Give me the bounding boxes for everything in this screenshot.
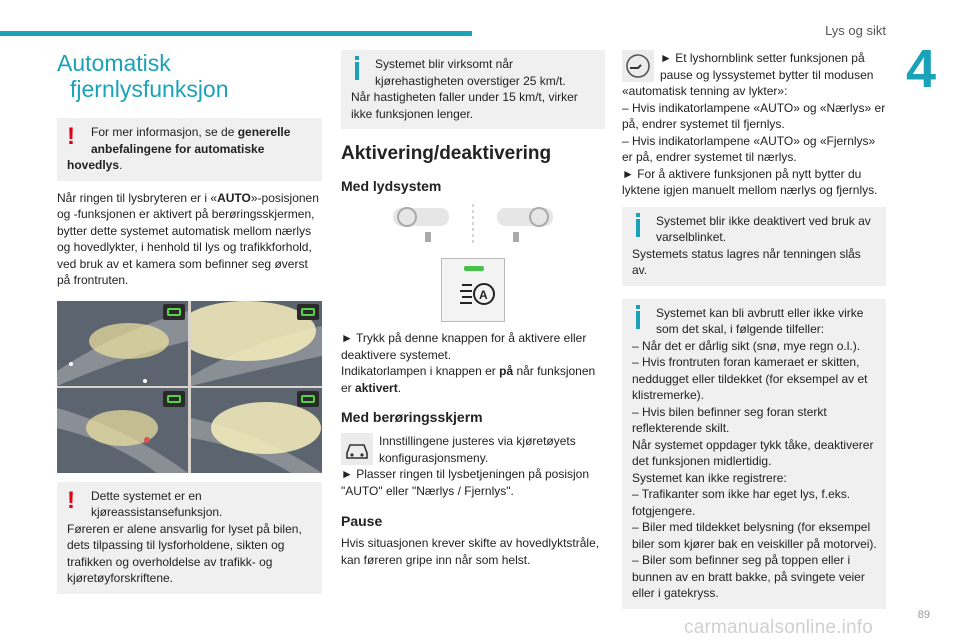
headlight-flash-icon bbox=[622, 50, 654, 82]
touchscreen-instructions bbox=[341, 433, 605, 499]
list-item: – Trafikanter som ikke har eget lys, f.eks. fotgjengere. bbox=[632, 487, 851, 518]
info1-rest: Når hastigheten faller under 15 km/t, virker ikke funksjonen lenger. bbox=[351, 90, 578, 121]
list-item: – Hvis bilen befinner seg foran sterkt reflekterende skilt. bbox=[632, 404, 827, 435]
info-icon bbox=[351, 56, 363, 82]
info-box-speed bbox=[341, 50, 605, 129]
touchscreen-line2: konfigurasjonsmeny. bbox=[379, 450, 489, 465]
list-item: – Hvis frontruten foran kameraet er skitten, neddugget eller tildekket (for eksempel av et klistremerke). bbox=[632, 355, 868, 402]
warning2-line1: Dette systemet er en bbox=[91, 488, 202, 503]
flash-reactivate: ► For å aktivere funksjonen på nytt bytter du lyktene igjen manuelt mellom nærlys og fjernlys. bbox=[622, 166, 878, 197]
low-beam-indicator-2-icon bbox=[163, 391, 185, 407]
intro-a: Når ringen til lysbryteren er i « bbox=[57, 190, 218, 205]
info-icon-2 bbox=[632, 213, 644, 239]
flash-line2: pause og lyssystemet bytter til modusen bbox=[660, 67, 874, 82]
warning-exclamation-icon: ! bbox=[67, 123, 75, 150]
list-item: – Biler som befinner seg på toppen eller i bunnen av en bratt bakke, på svingete veier eller i gatekryss. bbox=[632, 553, 865, 600]
intro-c: »-posisjonen og -funksjonen er aktivert på berøringsskjermen, bytter dette systemet automatisk mellom nærlys og hovedlykter, i henhold til lys og trafikkforhold, ved bruk av et kamera som befinner seg øverst på frontruten. bbox=[57, 190, 319, 287]
flash-rest: «automatisk tenning av lykter»: bbox=[622, 84, 788, 98]
illustration-clear-road bbox=[191, 388, 322, 473]
page-number: 89 bbox=[917, 609, 930, 621]
illustration-low-beam bbox=[57, 301, 188, 386]
column-1 bbox=[57, 50, 322, 594]
indicator-led bbox=[464, 266, 484, 271]
illustration-high-beam bbox=[191, 301, 322, 386]
heading-activation: Aktivering/deaktivering bbox=[341, 143, 552, 164]
flash-description bbox=[622, 50, 886, 100]
warning1-tail: . bbox=[119, 158, 123, 172]
touchscreen-line1: Innstillingene justeres via kjøretøyets bbox=[379, 434, 576, 448]
watermark: carmanualsonline.info bbox=[684, 617, 874, 638]
heading-touchscreen: Med berøringsskjerm bbox=[341, 409, 483, 425]
list-item: – Biler med tildekket belysning (for eksempel biler som kjører bak en veiskiller på motorvei). bbox=[632, 520, 877, 551]
chapter-number: 4 bbox=[906, 39, 937, 99]
warning-exclamation-2-icon: ! bbox=[67, 486, 75, 514]
headlight-illustration bbox=[57, 301, 322, 473]
intro-auto: AUTO bbox=[217, 190, 251, 205]
auto-highbeam-icon bbox=[456, 281, 496, 311]
high-beam-indicator-2-icon bbox=[297, 391, 319, 407]
info1-line1: Systemet blir virksomt når bbox=[375, 57, 514, 71]
warning1-lead: For mer informasjon, se de bbox=[91, 125, 238, 139]
section-title-line1: Automatisk bbox=[57, 50, 171, 76]
info3-line2: som det skal, i følgende tilfeller: bbox=[656, 322, 825, 336]
info-icon-3 bbox=[632, 305, 644, 331]
info3-line1: Systemet kan bli avbrutt eller ikke virke bbox=[656, 305, 864, 320]
info1-line2: kjørehastigheten overstiger 25 km/t. bbox=[375, 73, 566, 88]
car-settings-icon bbox=[341, 433, 373, 465]
list-item: – Når det er dårlig sikt (snø, mye regn o.l.). bbox=[632, 338, 861, 353]
svg-text:A: A bbox=[479, 288, 488, 302]
indicator-description: Indikatorlampen i knappen er på når funksjonen er aktivert. bbox=[341, 364, 596, 395]
info2-line2: varselblinket. bbox=[656, 230, 727, 244]
header-accent-bar bbox=[0, 31, 472, 36]
car-settings-tile bbox=[341, 433, 373, 465]
intro-paragraph bbox=[57, 190, 322, 289]
high-beam-indicator-icon bbox=[297, 304, 319, 320]
warning-box-driver bbox=[57, 482, 322, 594]
low-beam-indicator-icon bbox=[163, 304, 185, 320]
flash-case-1: – Hvis indikatorlampene «AUTO» og «Nærlys» er på, endrer systemet til fjernlys. bbox=[622, 100, 886, 131]
warning1-bold1[interactable]: generelle bbox=[237, 125, 291, 139]
warning1-bold3[interactable]: hovedlys bbox=[67, 158, 120, 172]
steering-wheel-icon bbox=[341, 204, 605, 250]
warning1-bold2[interactable]: anbefalingene for automatiske bbox=[91, 141, 265, 156]
auto-highbeam-button[interactable] bbox=[441, 258, 505, 322]
column-2 bbox=[341, 50, 605, 568]
info-box-limitations bbox=[622, 299, 886, 609]
flash-case-2: – Hvis indikatorlampene «AUTO» og «Fjernlys» er på, endrer systemet til nærlys. bbox=[622, 133, 876, 164]
heading-audio: Med lydsystem bbox=[341, 178, 442, 194]
info-box-hazard bbox=[622, 207, 886, 286]
headlight-flash-tile bbox=[622, 50, 654, 82]
warning2-line2: kjøreassistansefunksjon. bbox=[91, 505, 223, 519]
info2-line1: Systemet blir ikke deaktivert ved bruk av bbox=[656, 213, 871, 228]
list-item: Når systemet oppdager tykk tåke, deaktiverer det funksjonen midlertidig. bbox=[632, 437, 874, 468]
warning-box-general bbox=[57, 118, 322, 181]
audio-instructions: ► Trykk på denne knappen for å aktivere eller deaktivere systemet. bbox=[341, 331, 587, 362]
list-item: Systemet kan ikke registrere: bbox=[632, 470, 787, 485]
illustration-oncoming bbox=[57, 388, 188, 473]
pause-text: Hvis situasjonen krever skifte av hovedlyktstråle, kan føreren gripe inn når som helst. bbox=[341, 536, 600, 567]
touchscreen-rest: ► Plasser ringen til lysbetjeningen på posisjon "AUTO" eller "Nærlys / Fjernlys". bbox=[341, 467, 590, 498]
column-3 bbox=[622, 50, 886, 609]
section-title bbox=[57, 50, 322, 102]
limitations-list bbox=[632, 338, 878, 602]
warning2-rest: Føreren er alene ansvarlig for lyset på bilen, dets tilpassing til lysforholdene, sikten og trafikken og overholdelse av trafikk- og kjøretøyforskriftene. bbox=[67, 521, 302, 585]
heading-pause: Pause bbox=[341, 513, 383, 529]
info2-rest: Systemets status lagres når tenningen slås av. bbox=[632, 246, 861, 277]
flash-line1: ► Et lyshornblink setter funksjonen på bbox=[660, 51, 865, 65]
steering-wheel-illustration bbox=[341, 204, 605, 250]
section-header-title: Lys og sikt bbox=[825, 23, 886, 38]
section-title-line2: fjernlysfunksjon bbox=[70, 76, 229, 102]
